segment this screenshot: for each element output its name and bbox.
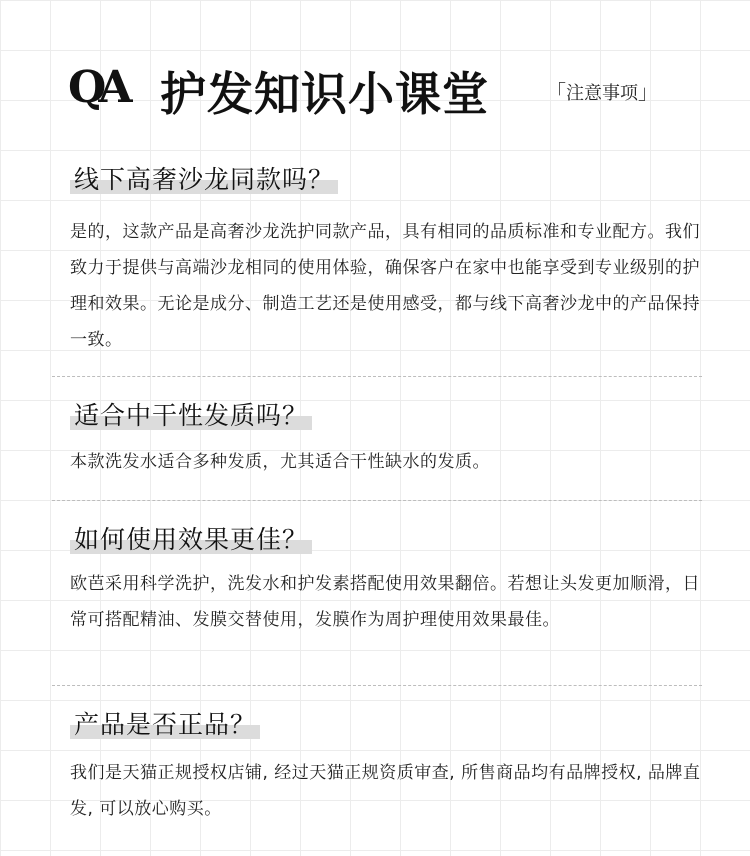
- faq-item: [70, 705, 710, 827]
- faq-item: [70, 520, 710, 638]
- faq-question: 产品是否正品？: [70, 705, 260, 741]
- faq-question: 适合中干性发质吗？: [70, 396, 312, 432]
- page-title: 护发知识小课堂: [160, 67, 489, 121]
- faq-item: [70, 396, 710, 480]
- bracket-open: 「: [546, 80, 566, 104]
- qa-logo: QA: [68, 62, 125, 113]
- faq-item: [70, 160, 710, 358]
- faq-answer: 欧芭采用科学洗护，洗发水和护发素搭配使用效果翻倍。若想让头发更加顺滑，日常可搭配精油、发膜交替使用，发膜作为周护理使用效果最佳。: [70, 574, 700, 630]
- bracket-close: 」: [638, 80, 658, 104]
- header: [68, 60, 708, 130]
- faq-question: 线下高奢沙龙同款吗？: [70, 160, 338, 196]
- page-subtitle: [546, 76, 658, 105]
- faq-answer: 我们是天猫正规授权店铺, 经过天猫正规资质审查, 所售商品均有品牌授权, 品牌直发, 可以放心购买。: [70, 763, 701, 819]
- faq-answer: 本款洗发水适合多种发质，尤其适合干性缺水的发质。: [70, 452, 490, 472]
- divider: [52, 500, 702, 501]
- faq-answer: 是的，这款产品是高奢沙龙洗护同款产品，具有相同的品质标准和专业配方。我们致力于提供与高端沙龙相同的使用体验，确保客户在家中也能享受到专业级别的护理和效果。无论是成分、制造工艺还是使用感受，都与线下高奢沙龙中的产品保持一致。: [70, 222, 700, 350]
- divider: [52, 685, 702, 686]
- divider: [52, 376, 702, 377]
- faq-question: 如何使用效果更佳？: [70, 520, 312, 556]
- subtitle-text: 注意事项: [566, 83, 638, 104]
